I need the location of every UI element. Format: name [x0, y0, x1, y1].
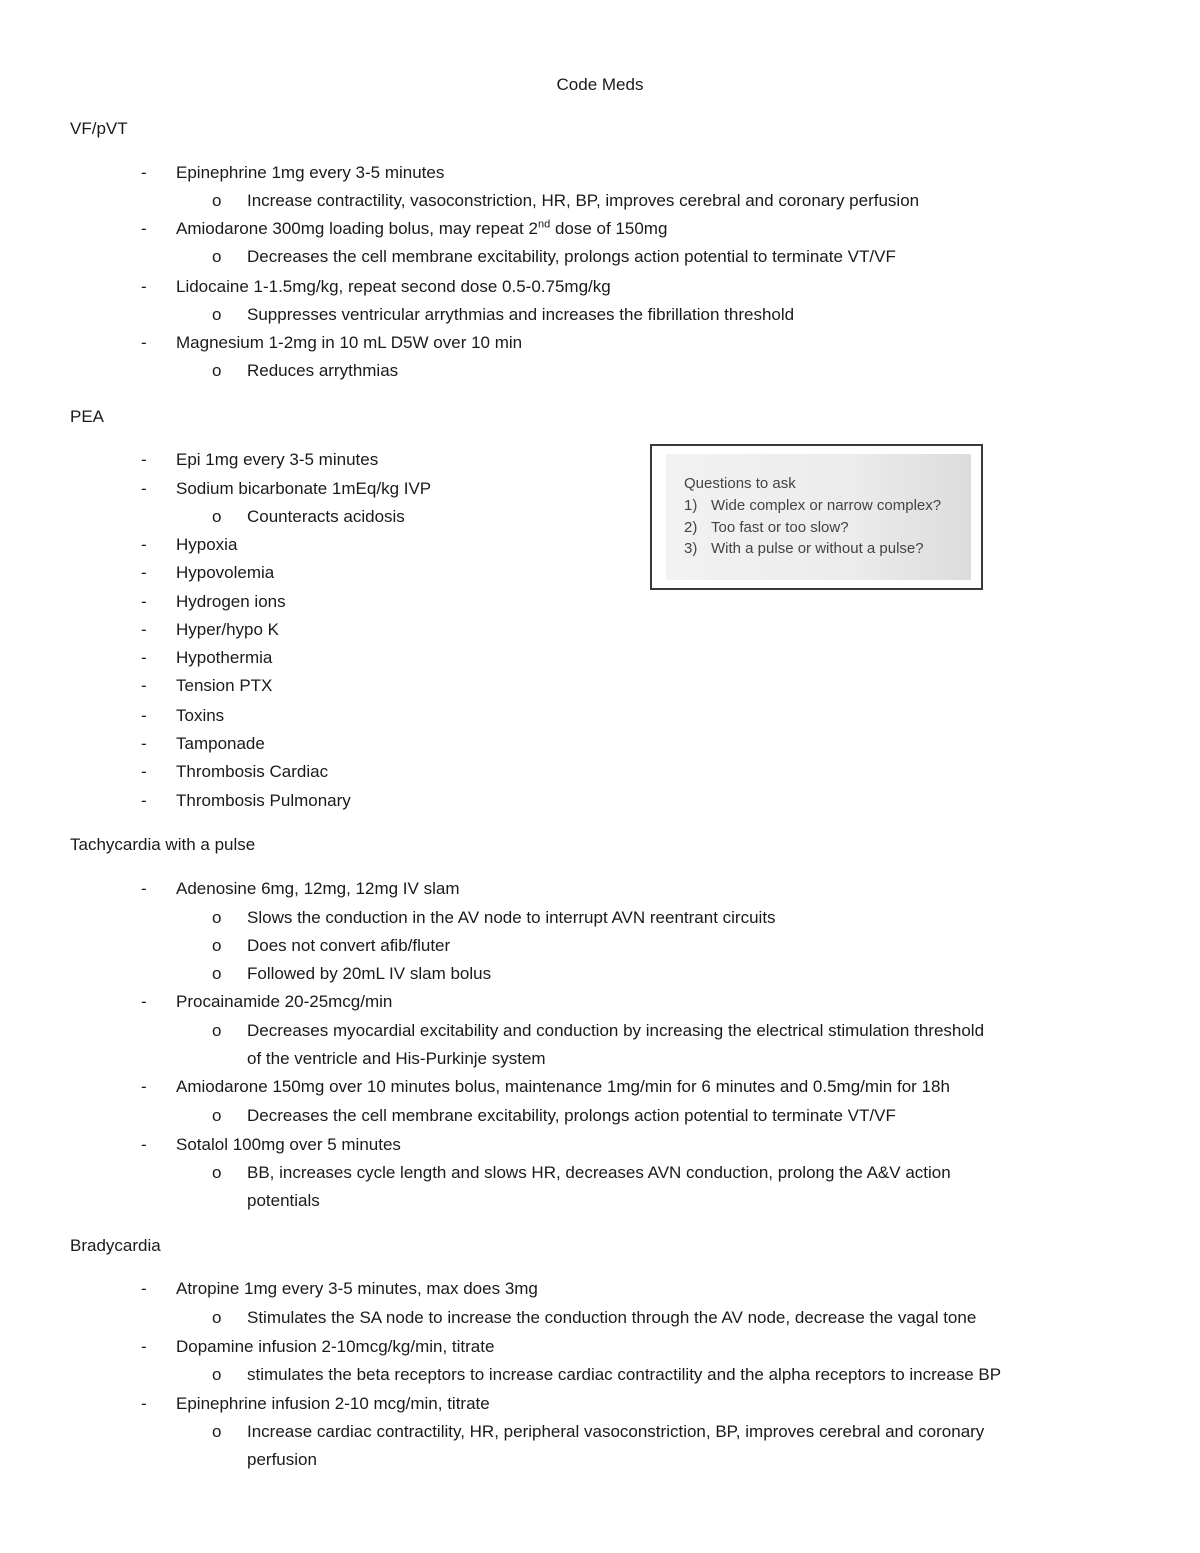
section-heading-vf: VF/pVT: [70, 119, 128, 138]
sub-item-text-continued: potentials: [247, 1191, 320, 1210]
bullet-marker: o: [212, 361, 222, 380]
dash-marker: -: [141, 706, 147, 725]
list-item-text: [176, 218, 667, 240]
list-item-text: Amiodarone 150mg over 10 minutes bolus, maintenance 1mg/min for 6 minutes and 0.5mg/min for 18h: [176, 1077, 950, 1096]
list-item-text: Hyper/hypo K: [176, 620, 279, 639]
dash-marker: -: [141, 1337, 147, 1356]
list-item-text: Epinephrine infusion 2-10 mcg/min, titrate: [176, 1394, 490, 1413]
list-item-text: Epi 1mg every 3-5 minutes: [176, 450, 379, 469]
list-item-text: Lidocaine 1-1.5mg/kg, repeat second dose 0.5-0.75mg/kg: [176, 277, 611, 296]
bullet-marker: o: [212, 936, 222, 955]
sub-item-text: Followed by 20mL IV slam bolus: [247, 964, 492, 983]
dash-marker: -: [141, 992, 147, 1011]
bullet-marker: o: [212, 1021, 222, 1040]
dash-marker: -: [141, 648, 147, 667]
questions-box: [650, 444, 983, 590]
sub-item-text: Decreases myocardial excitability and conduction by increasing the electrical stimulation threshold: [247, 1021, 985, 1040]
bullet-marker: o: [212, 1422, 222, 1441]
sub-item-text: stimulates the beta receptors to increase cardiac contractility and the alpha receptors to increase BP: [247, 1365, 1002, 1384]
dash-marker: -: [141, 1077, 147, 1096]
list-item-text: Sotalol 100mg over 5 minutes: [176, 1135, 401, 1154]
bullet-marker: o: [212, 1106, 222, 1125]
dash-marker: -: [141, 1135, 147, 1154]
amiodarone-text-end: dose of 150mg: [554, 219, 668, 238]
list-item-text: Toxins: [176, 706, 225, 725]
section-heading-pea: PEA: [70, 407, 105, 426]
sub-item-text: Counteracts acidosis: [247, 507, 405, 526]
bullet-marker: o: [212, 305, 222, 324]
list-item-text: Hypoxia: [176, 535, 238, 554]
bullet-marker: o: [212, 1308, 222, 1327]
dash-marker: -: [141, 219, 147, 238]
bullet-marker: o: [212, 908, 222, 927]
sub-item-text: Reduces arrythmias: [247, 361, 399, 380]
list-item-text: Tension PTX: [176, 676, 273, 695]
dash-marker: -: [141, 277, 147, 296]
bullet-marker: o: [212, 1163, 222, 1182]
list-item-text: Atropine 1mg every 3-5 minutes, max does 3mg: [176, 1279, 538, 1298]
questions-box-inner: [666, 454, 971, 580]
list-item-text: Adenosine 6mg, 12mg, 12mg IV slam: [176, 879, 460, 898]
section-heading-bradycardia: Bradycardia: [70, 1236, 161, 1255]
question-number: 3): [684, 540, 698, 557]
list-item-text: Tamponade: [176, 734, 265, 753]
sub-item-text: Decreases the cell membrane excitability, prolongs action potential to terminate VT/VF: [247, 1106, 896, 1125]
dash-marker: -: [141, 479, 147, 498]
dash-marker: -: [141, 450, 147, 469]
questions-title: Questions to ask: [684, 475, 796, 492]
question-number: 2): [684, 519, 698, 536]
list-item-text: Hypovolemia: [176, 563, 275, 582]
sub-item-text-continued: of the ventricle and His-Purkinje system: [247, 1049, 546, 1068]
dash-marker: -: [141, 163, 147, 182]
list-item-text: Hydrogen ions: [176, 592, 286, 611]
sub-item-text: Increase contractility, vasoconstriction, HR, BP, improves cerebral and coronary perfusion: [247, 191, 920, 210]
question-text: With a pulse or without a pulse?: [711, 540, 924, 557]
superscript-nd: nd: [537, 218, 551, 231]
list-item-text: Procainamide 20-25mcg/min: [176, 992, 393, 1011]
dash-marker: -: [141, 762, 147, 781]
list-item-text: Thrombosis Cardiac: [176, 762, 329, 781]
list-item-text: Epinephrine 1mg every 3-5 minutes: [176, 163, 445, 182]
dash-marker: -: [141, 734, 147, 753]
section-heading-tachycardia: Tachycardia with a pulse: [70, 835, 256, 854]
sub-item-text: Increase cardiac contractility, HR, peripheral vasoconstriction, BP, improves cerebral and coronary: [247, 1422, 985, 1441]
list-item-text: Thrombosis Pulmonary: [176, 791, 351, 810]
sub-item-text: BB, increases cycle length and slows HR, decreases AVN conduction, prolong the A&V action: [247, 1163, 951, 1182]
bullet-marker: o: [212, 191, 222, 210]
bullet-marker: o: [212, 507, 222, 526]
list-item-text: Sodium bicarbonate 1mEq/kg IVP: [176, 479, 432, 498]
question-number: 1): [684, 497, 698, 514]
list-item-text: Dopamine infusion 2-10mcg/kg/min, titrate: [176, 1337, 495, 1356]
dash-marker: -: [141, 563, 147, 582]
list-item-text: Hypothermia: [176, 648, 273, 667]
list-item-text: Magnesium 1-2mg in 10 mL D5W over 10 min: [176, 333, 523, 352]
dash-marker: -: [141, 535, 147, 554]
sub-item-text-continued: perfusion: [247, 1450, 317, 1469]
sub-item-text: Decreases the cell membrane excitability, prolongs action potential to terminate VT/VF: [247, 247, 896, 266]
bullet-marker: o: [212, 247, 222, 266]
dash-marker: -: [141, 592, 147, 611]
dash-marker: -: [141, 791, 147, 810]
sub-item-text: Does not convert afib/fluter: [247, 936, 451, 955]
question-text: Too fast or too slow?: [711, 519, 849, 536]
sub-item-text: Stimulates the SA node to increase the conduction through the AV node, decrease the vagal tone: [247, 1308, 977, 1327]
dash-marker: -: [141, 879, 147, 898]
dash-marker: -: [141, 620, 147, 639]
dash-marker: -: [141, 1279, 147, 1298]
document-title: Code Meds: [556, 75, 644, 94]
dash-marker: -: [141, 1394, 147, 1413]
bullet-marker: o: [212, 1365, 222, 1384]
dash-marker: -: [141, 676, 147, 695]
sub-item-text: Slows the conduction in the AV node to interrupt AVN reentrant circuits: [247, 908, 776, 927]
sub-item-text: Suppresses ventricular arrythmias and increases the fibrillation threshold: [247, 305, 795, 324]
dash-marker: -: [141, 333, 147, 352]
bullet-marker: o: [212, 964, 222, 983]
question-text: Wide complex or narrow complex?: [711, 497, 942, 514]
amiodarone-text: Amiodarone 300mg loading bolus, may repeat 2: [176, 219, 538, 238]
